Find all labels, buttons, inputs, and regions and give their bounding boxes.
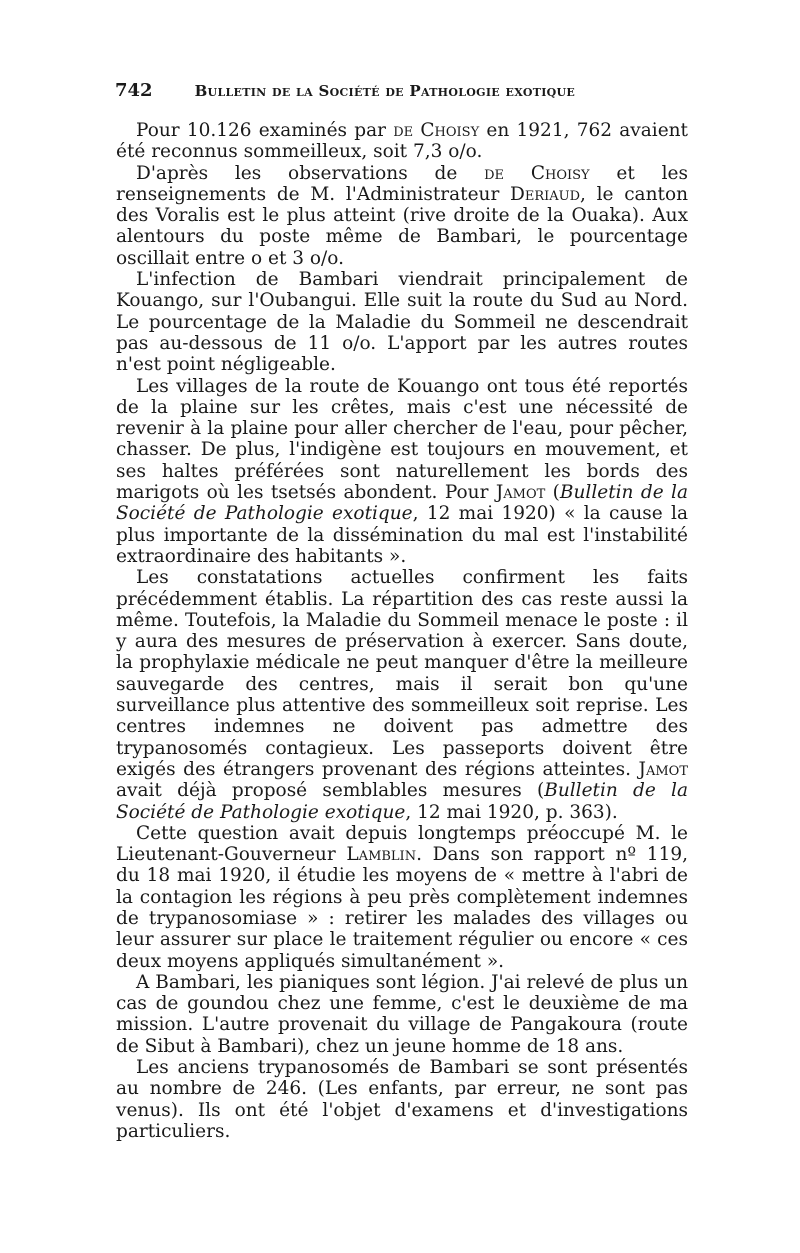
page-header — [115, 80, 690, 101]
text-segment: Les constatations actuelles confirment les faits précédemment établis. La répartition des cas reste aussi la même. Toutefois, la Maladie du Sommeil menace le poste : il y aura des mesures de préservation à exercer. Sans doute, la prophylaxie médicale ne peut manquer d'être la meilleure sauvegarde des centres, mais il serait bon qu'une surveillance plus attentive des sommeilleux soit reprise. Les centres indemnes ne doivent pas admettre des trypanosomés contagieux. Les passeports doivent être exigés des étrangers provenant des régions atteintes. — [116, 567, 688, 780]
paragraph — [116, 376, 688, 568]
text-segment: Cette question avait depuis longtemps préoccupé M. le Lieutenant-Gouverneur — [116, 822, 688, 866]
paragraph: Les anciens trypanosomés de Bambari se sont présentés au nombre de 246. (Les enfants, par erreur, ne sont pas venus). Ils ont été l'objet d'examens et d'investigations particuliers. — [116, 1057, 688, 1142]
text-segment: et les renseignements de M. l'Administrateur — [116, 162, 688, 205]
text-segment: , 12 mai 1920, p. 363). — [405, 801, 618, 823]
author-name: de Choisy — [484, 162, 590, 184]
page-number: 742 — [115, 80, 153, 101]
running-title: Bulletin de la Société de Pathologie exotique — [194, 82, 576, 100]
paragraph — [116, 163, 688, 269]
paragraph — [116, 823, 688, 972]
body-text — [116, 120, 688, 1142]
author-name: Jamot — [495, 482, 546, 504]
text-segment: D'après les observations de — [136, 162, 485, 184]
journal-citation: Bulletin de la Société de Pathologie exotique — [116, 482, 688, 525]
paragraph: A Bambari, les pianiques sont légion. J'ai relevé de plus un cas de goundou chez une femme, c'est le deuxième de ma mission. L'autre provenait du village de Pangakoura (route de Sibut à Bambari), chez un jeune homme de 18 ans. — [116, 971, 688, 1057]
paragraph — [116, 567, 688, 823]
text-segment: . Dans son rapport nº 119, du 18 mai 1920, il étudie les moyens de « mettre à l'abri de la contagion les régions à peu près complètement indemnes de trypanosomiase » : retirer les malades des villages ou leur assurer sur place le traitement régulier ou encore « ces deux moyens appliqués simultanément ». — [116, 844, 688, 972]
text-segment: Les villages de la route de Kouango ont tous été reportés de la plaine sur les crêtes, mais c'est une nécessité de revenir à la plaine pour aller chercher de l'eau, pour pêcher, chasser. De plus, l'indigène est toujours en mouvement, et ses haltes préférées sont naturellement les bords des marigots où les tsetsés abondent. Pour — [116, 375, 688, 504]
person-name: Deriaud — [510, 183, 581, 205]
text-segment: , le canton des Voralis est le plus atteint (rive droite de la Ouaka). Aux alentours du poste même de Bambari, le pourcentage oscillait entre o et 3 o/o. — [116, 183, 688, 269]
paragraph — [116, 120, 688, 163]
author-name: de Choisy — [393, 120, 480, 141]
author-name: Jamot — [638, 758, 688, 780]
journal-citation: Bulletin de la Société de Pathologie exotique — [116, 780, 688, 823]
text-segment: avait déjà proposé semblables mesures ( — [116, 780, 545, 802]
paragraph: L'infection de Bambari viendrait principalement de Kouango, sur l'Oubangui. Elle suit la route du Sud au Nord. Le pourcentage de la Maladie du Sommeil ne descendrait pas au-dessous de 11 o/o. L'apport par les autres routes n'est point négligeable. — [116, 269, 688, 376]
text-segment: Pour 10.126 examinés par — [136, 120, 394, 141]
text-segment: , 12 mai 1920) « la cause la plus importante de la dissémination du mal est l'instabilité extraordinaire des habitants ». — [116, 503, 688, 567]
text-segment: en 1921, 762 avaient été reconnus sommeilleux, soit 7,3 o/o. — [116, 120, 688, 163]
text-segment: ( — [545, 482, 560, 504]
person-name: Lamblin — [346, 844, 417, 866]
